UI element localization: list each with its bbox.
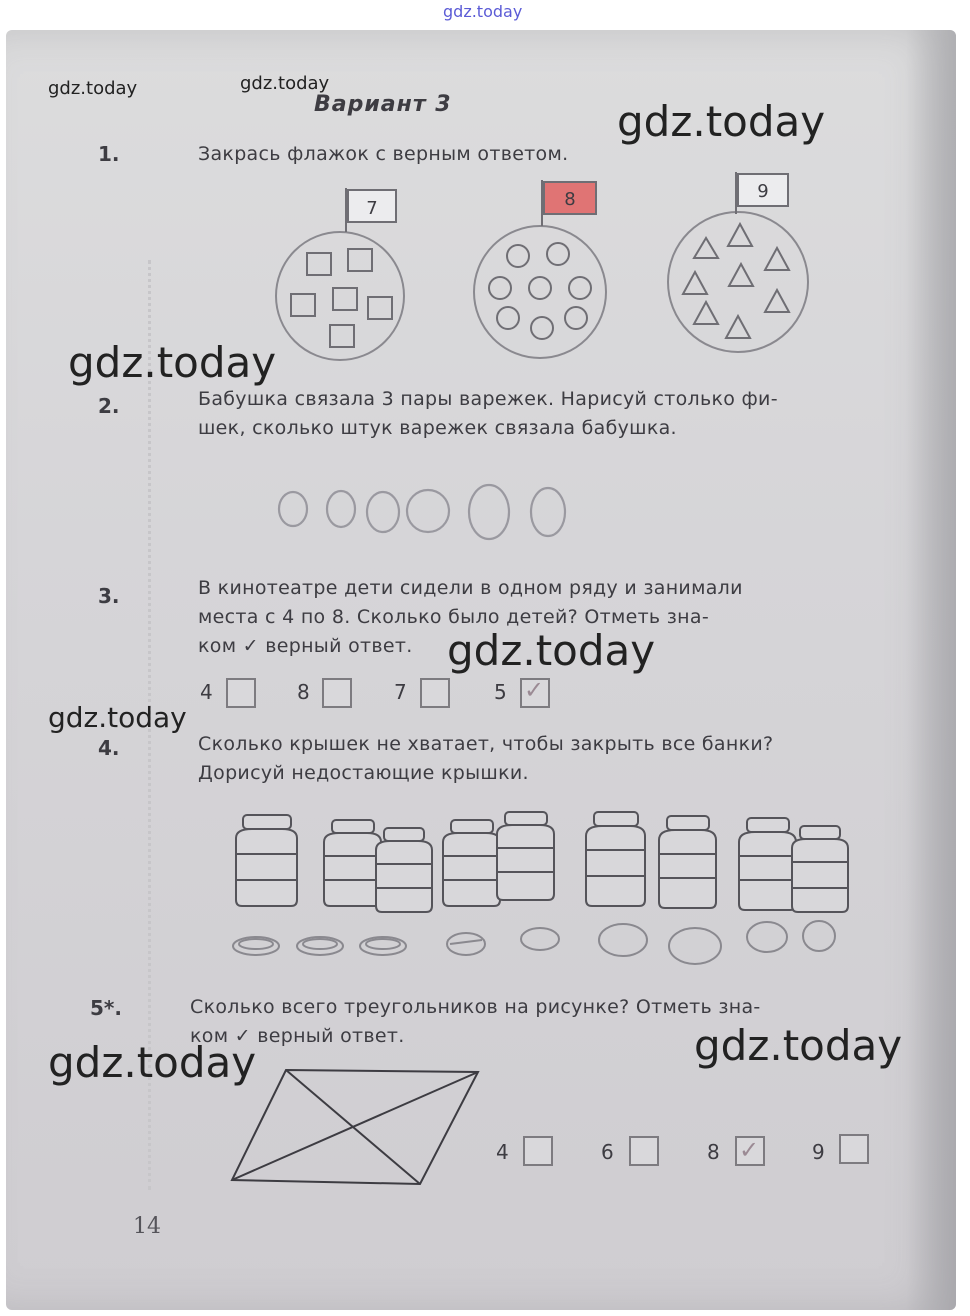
flag-group-8[interactable]: [474, 180, 606, 358]
task-3-option-8-checkbox[interactable]: [322, 678, 352, 708]
watermark: gdz.today: [68, 338, 277, 387]
flag-8-label: 8: [564, 189, 576, 210]
watermark-top: gdz.today: [443, 2, 523, 21]
task-3-number: 3.: [98, 584, 120, 608]
triangle-shape: [726, 316, 750, 338]
checkmark-icon: ✓: [524, 676, 545, 704]
task-3-text-line3: ком ✓ верный ответ.: [198, 635, 413, 657]
jar: [739, 818, 796, 910]
triangle-shape: [694, 302, 718, 324]
drawn-chip: [279, 492, 307, 526]
drawn-chip: [367, 492, 399, 532]
circle-shape: [531, 317, 553, 339]
task-5-option-4-checkbox[interactable]: [523, 1136, 553, 1166]
watermark: gdz.today: [447, 626, 656, 675]
task-3-text-line2: места с 4 по 8. Сколько было детей? Отметь зна-: [198, 606, 709, 628]
circle-shape: [489, 277, 511, 299]
circle-shape: [529, 277, 551, 299]
task-3-option-7-label: 7: [394, 680, 407, 704]
square-shape: [307, 253, 331, 275]
watermark: gdz.today: [240, 73, 330, 94]
triangle-shape: [765, 290, 789, 312]
jar: [324, 820, 381, 906]
jar: [376, 828, 432, 912]
circle-shape: [569, 277, 591, 299]
drawn-lid-mark: [450, 940, 482, 944]
task-5-text-line2: ком ✓ верный ответ.: [190, 1025, 405, 1047]
printed-lid: [297, 937, 343, 955]
task-1-text: Закрась флажок с верным ответом.: [198, 143, 569, 165]
jar: [497, 812, 554, 900]
watermark: gdz.today: [48, 1038, 257, 1087]
task-5-text-line1: Сколько всего треугольников на рисунке? Отметь зна-: [190, 996, 761, 1018]
task-5-option-9-checkbox[interactable]: [839, 1134, 869, 1164]
jar: [443, 820, 500, 906]
jar: [236, 815, 297, 906]
square-shape: [333, 288, 357, 310]
watermark: gdz.today: [617, 97, 826, 146]
jar: [659, 816, 716, 908]
task-2-number: 2.: [98, 394, 120, 418]
page-number: 14: [133, 1214, 161, 1239]
square-shape: [291, 294, 315, 316]
task-3-option-7-checkbox[interactable]: [420, 678, 450, 708]
flag-group-9[interactable]: [668, 172, 808, 352]
drawn-lid: [669, 928, 721, 964]
triangle-shape: [683, 272, 707, 294]
flag-9-label: 9: [757, 181, 769, 202]
task-4-number: 4.: [98, 736, 120, 760]
task-4-text-line1: Сколько крышек не хватает, чтобы закрыть все банки?: [198, 733, 774, 755]
triangle-shape: [728, 224, 752, 246]
circle-shape: [565, 307, 587, 329]
drawn-chip: [469, 485, 509, 539]
task-4-lids: [233, 921, 835, 964]
task-5-parallelogram: [232, 1070, 478, 1184]
printed-lid: [360, 937, 406, 955]
task-5-number: 5*.: [90, 996, 122, 1020]
watermark: gdz.today: [48, 78, 138, 99]
task-2-drawn-chips: [279, 485, 565, 539]
circle-shape: [547, 243, 569, 265]
diagonal-line: [232, 1072, 478, 1180]
printed-lid: [233, 937, 279, 955]
task-1-number: 1.: [98, 142, 120, 166]
watermark: gdz.today: [48, 701, 187, 734]
drawn-lid: [747, 922, 787, 952]
task-5-option-4-label: 4: [496, 1140, 509, 1164]
task-2-text-line2: шек, сколько штук варежек связала бабушка.: [198, 417, 677, 439]
task-3-option-8-label: 8: [297, 680, 310, 704]
task-4-text-line2: Дорисуй недостающие крышки.: [198, 762, 529, 784]
drawn-chip: [407, 490, 449, 532]
triangle-shape: [729, 264, 753, 286]
drawn-chip: [327, 491, 355, 527]
task-5-option-6-checkbox[interactable]: [629, 1136, 659, 1166]
task-5-option-8-label: 8: [707, 1140, 720, 1164]
task-5-option-6-label: 6: [601, 1140, 614, 1164]
drawn-lid: [599, 924, 647, 956]
variant-title: Вариант 3: [314, 92, 452, 117]
square-shape: [330, 325, 354, 347]
task-2-text-line1: Бабушка связала 3 пары варежек. Нарисуй столько фи-: [198, 388, 778, 410]
flag-7-label: 7: [366, 198, 378, 219]
jar: [792, 826, 848, 912]
triangle-shape: [694, 238, 718, 258]
task-3-option-4-checkbox[interactable]: [226, 678, 256, 708]
circle-shape: [497, 307, 519, 329]
square-shape: [348, 249, 372, 271]
checkmark-icon: ✓: [739, 1136, 760, 1164]
task-3-text-line1: В кинотеатре дети сидели в одном ряду и занимали: [198, 577, 743, 599]
watermark: gdz.today: [694, 1021, 903, 1070]
flag-group-7[interactable]: [276, 188, 404, 360]
circle-shape: [507, 245, 529, 267]
drawn-lid: [521, 928, 559, 950]
task-5-option-9-label: 9: [812, 1140, 825, 1164]
task-3-option-5-label: 5: [494, 680, 507, 704]
square-shape: [368, 297, 392, 319]
drawn-lid: [803, 921, 835, 951]
task-3-option-4-label: 4: [200, 680, 213, 704]
jar: [586, 812, 645, 906]
task-4-jars: [236, 812, 848, 912]
drawn-chip: [531, 488, 565, 536]
triangle-shape: [765, 248, 789, 270]
